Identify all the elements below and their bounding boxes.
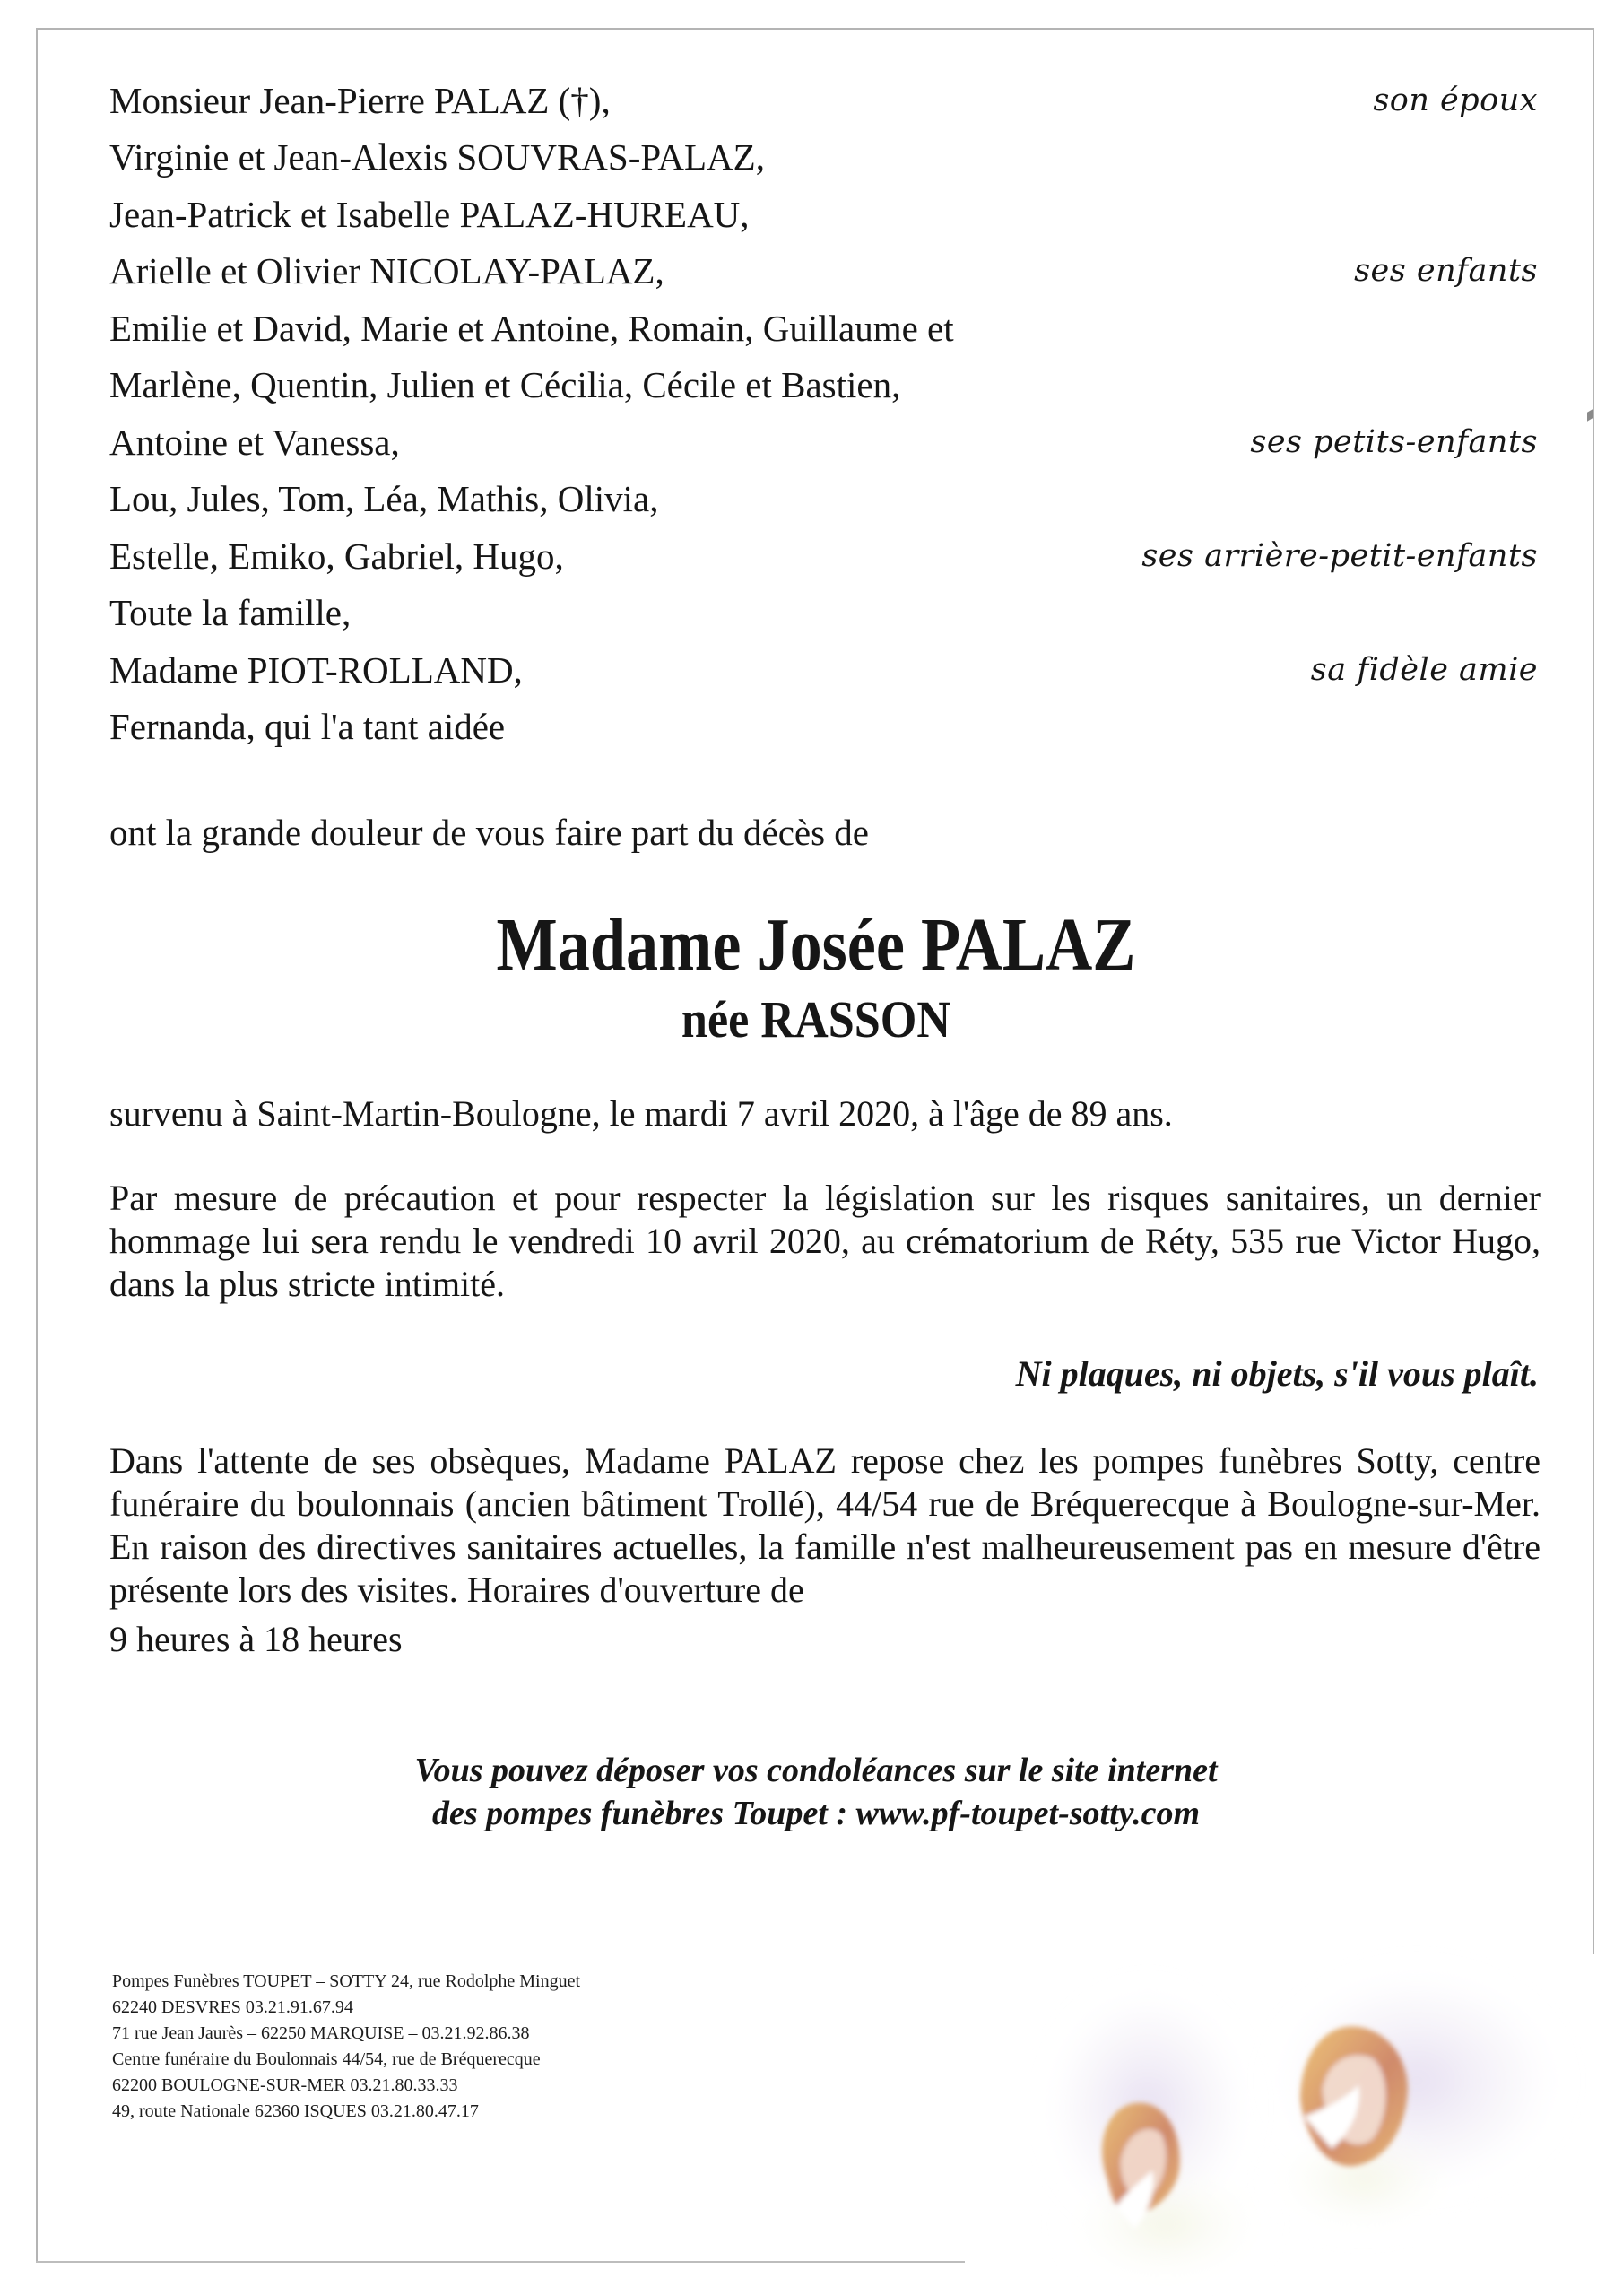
family-relation: son époux <box>1373 83 1538 118</box>
footer-line: Centre funéraire du Boulonnais 44/54, rue de Bréquerecque <box>112 2049 541 2069</box>
no-flowers-note: Ni plaques, ni objets, s'il vous plaît. <box>1015 1353 1539 1394</box>
page-border-bottom <box>36 2261 965 2263</box>
family-name: Jean-Patrick et Isabelle PALAZ-HUREAU, <box>109 194 750 235</box>
footer-line: 62200 BOULOGNE-SUR-MER 03.21.80.33.33 <box>112 2075 458 2095</box>
footer-line: Pompes Funèbres TOUPET – SOTTY 24, rue Rodolphe Minguet <box>112 1971 581 1991</box>
page-border-top <box>36 28 1593 30</box>
death-details: survenu à Saint-Martin-Boulogne, le mardi 7 avril 2020, à l'âge de 89 ans. <box>109 1093 1173 1134</box>
page-border-right <box>1593 28 1594 1954</box>
visitation-paragraph <box>109 1439 1541 1612</box>
family-name: Estelle, Emiko, Gabriel, Hugo, <box>109 535 564 577</box>
footer-line: 71 rue Jean Jaurès – 62250 MARQUISE – 03.21.92.86.38 <box>112 2023 530 2043</box>
family-name: Lou, Jules, Tom, Léa, Mathis, Olivia, <box>109 478 659 519</box>
family-relation: ses petits-enfants <box>1250 424 1538 460</box>
family-relation: ses arrière-petit-enfants <box>1141 538 1538 574</box>
family-name: Antoine et Vanessa, <box>109 422 400 463</box>
family-name: Toute la famille, <box>109 592 352 633</box>
family-name: Marlène, Quentin, Julien et Cécilia, Cécile et Bastien, <box>109 364 901 405</box>
family-relation: ses enfants <box>1354 253 1538 289</box>
family-name: Fernanda, qui l'a tant aidée <box>109 706 506 747</box>
condolences-line-1: Vous pouvez déposer vos condoléances sur le site internet <box>414 1752 1218 1789</box>
family-name: Virginie et Jean-Alexis SOUVRAS-PALAZ, <box>109 136 765 178</box>
announcement-intro: ont la grande douleur de vous faire part du décès de <box>109 812 870 853</box>
orchid-flowers-image <box>1031 1928 1623 2296</box>
family-relation: sa fidèle amie <box>1310 652 1538 688</box>
footer-line: 62240 DESVRES 03.21.91.67.94 <box>112 1997 353 2017</box>
visitation-text: Dans l'attente de ses obsèques, Madame PALAZ repose chez les pompes funèbres Sotty, centre funéraire du boulonnais (ancien bâtiment Trollé), 44/54 rue de Bréquerecque à Boulogne-sur-Mer. En raison des directives sanitaires actuelles, la famille n'est malheureusement pas en mesure d'être présente lors des visites. Horaires d'ouverture de <box>109 1440 1541 1610</box>
funeral-home-footer <box>112 1969 580 2125</box>
visiting-hours: 9 heures à 18 heures <box>109 1619 403 1659</box>
condolences-line-2: des pompes funèbres Toupet : www.pf-toupet-sotty.com <box>431 1795 1201 1832</box>
family-name: Madame PIOT-ROLLAND, <box>109 649 523 691</box>
family-name: Emilie et David, Marie et Antoine, Romain, Guillaume et <box>109 308 954 349</box>
family-name: Monsieur Jean-Pierre PALAZ (†), <box>109 80 611 121</box>
family-name: Arielle et Olivier NICOLAY-PALAZ, <box>109 250 664 291</box>
ceremony-paragraph: Par mesure de précaution et pour respecter la législation sur les risques sanitaires, un dernier hommage lui sera rendu le vendredi 10 avril 2020, au crématorium de Réty, 535 rue Victor Hugo, dans la plus stricte intimité. <box>109 1178 1541 1304</box>
deceased-name: Madame Josée PALAZ <box>496 903 1136 987</box>
footer-line: 49, route Nationale 62360 ISQUES 03.21.80.47.17 <box>112 2101 479 2121</box>
page-border-left <box>36 28 38 2263</box>
maiden-name: née RASSON <box>681 990 951 1048</box>
condolences-notice <box>0 1749 1623 1835</box>
